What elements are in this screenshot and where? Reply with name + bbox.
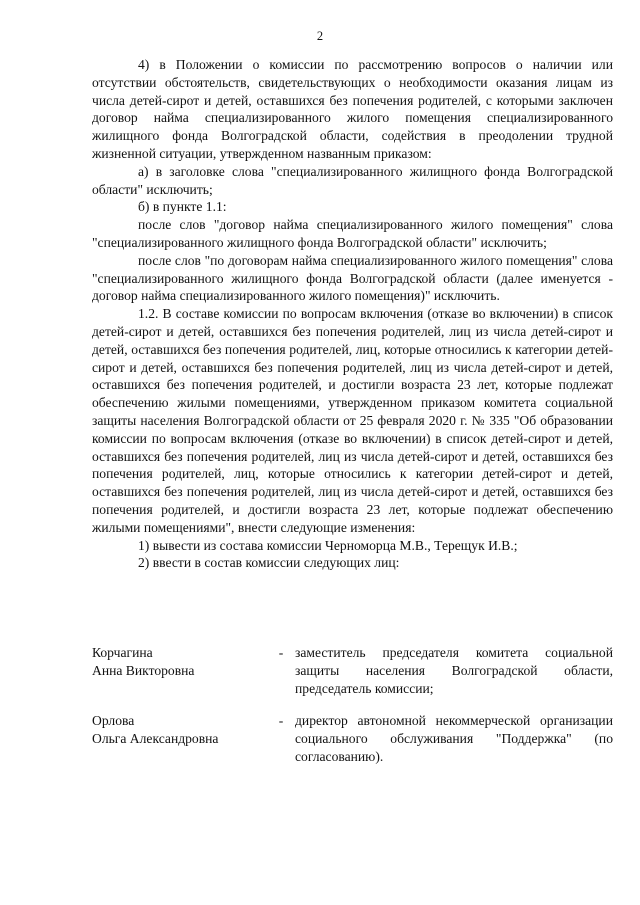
member-given-names: Анна Викторовна <box>92 662 195 678</box>
paragraph-item-4: 4) в Положении о комиссии по рассмотрению вопросов о наличии или отсутствии обстоятельств, свидетельствующих о необходимости оказания лицам из числа детей-сирот и детей, оставшихся без попечения родителей, с которыми заключен договор найма специализированного жилого помещения специализированного жилищного фонда Волгоградской области, содействия в преодолении трудной жизненной ситуации, утвержденном названным приказом: <box>92 57 613 161</box>
member-name <box>92 712 267 765</box>
member-surname: Орлова <box>92 713 135 728</box>
member-dash: - <box>278 645 284 660</box>
paragraph-after-words-1: после слов "договор найма специализированного жилого помещения" слова "специализированного жилищного фонда Волгоградской области" исключить; <box>92 217 613 250</box>
paragraph-section-1-2: 1.2. В составе комиссии по вопросам включения (отказе во включении) в список детей-сирот и детей, оставшихся без попечения родителей, лиц из числа детей-сирот и детей, оставшихся без попечения родителей, лиц, которые относились к категории детей-сирот и детей, оставшихся без попечения родителей, лиц из числа детей-сирот и детей, оставшихся без попечения родителей, и достигли возраста 23 лет, которые подлежат обеспечению жилыми помещениями, утвержденном приказом комитета социальной защиты населения Волгоградской области от 25 февраля 2020 г. № 335 "Об образовании комиссии по вопросам включения (отказе во включении) в список детей-сирот и детей, оставшихся без попечения родителей, лиц из числа детей-сирот и детей, оставшихся без попечения родителей, лиц, которые относились к категории детей-сирот и детей, оставшихся без попечения родителей, лиц из числа детей-сирот и детей, оставшихся без попечения родителей, и достигли возраста 23 лет, которые подлежат обеспечению жилыми помещениями", внести следующие изменения: <box>92 306 613 535</box>
member-entry <box>92 644 613 697</box>
member-row <box>92 712 613 765</box>
paragraph-subitem-b: б) в пункте 1.1: <box>138 199 227 215</box>
page-number: 2 <box>316 29 324 43</box>
member-row <box>92 644 613 697</box>
member-role: директор автономной некоммерческой организации социального обслуживания "Поддержка" (по согласованию). <box>295 713 613 764</box>
member-dash: - <box>278 713 284 728</box>
paragraph-add-members: 2) ввести в состав комиссии следующих лиц: <box>138 555 400 571</box>
member-name <box>92 644 267 697</box>
paragraph-remove-members: 1) вывести из состава комиссии Черноморца М.В., Терещук И.В.; <box>138 537 518 553</box>
member-given-names: Ольга Александровна <box>92 730 219 746</box>
member-surname: Корчагина <box>92 645 153 660</box>
member-role: заместитель председателя комитета социальной защиты населения Волгоградской области, председатель комиссии; <box>295 645 613 696</box>
member-entry <box>92 712 613 765</box>
paragraph-subitem-a: а) в заголовке слова "специализированного жилищного фонда Волгоградской области" исключить; <box>92 163 613 197</box>
document-body <box>92 56 613 572</box>
paragraph-after-words-2: после слов "по договорам найма специализированного жилого помещения" слова "специализированного жилищного фонда Волгоградской области (далее именуется - договор найма специализированного жилого помещения)" исключить. <box>92 252 613 304</box>
